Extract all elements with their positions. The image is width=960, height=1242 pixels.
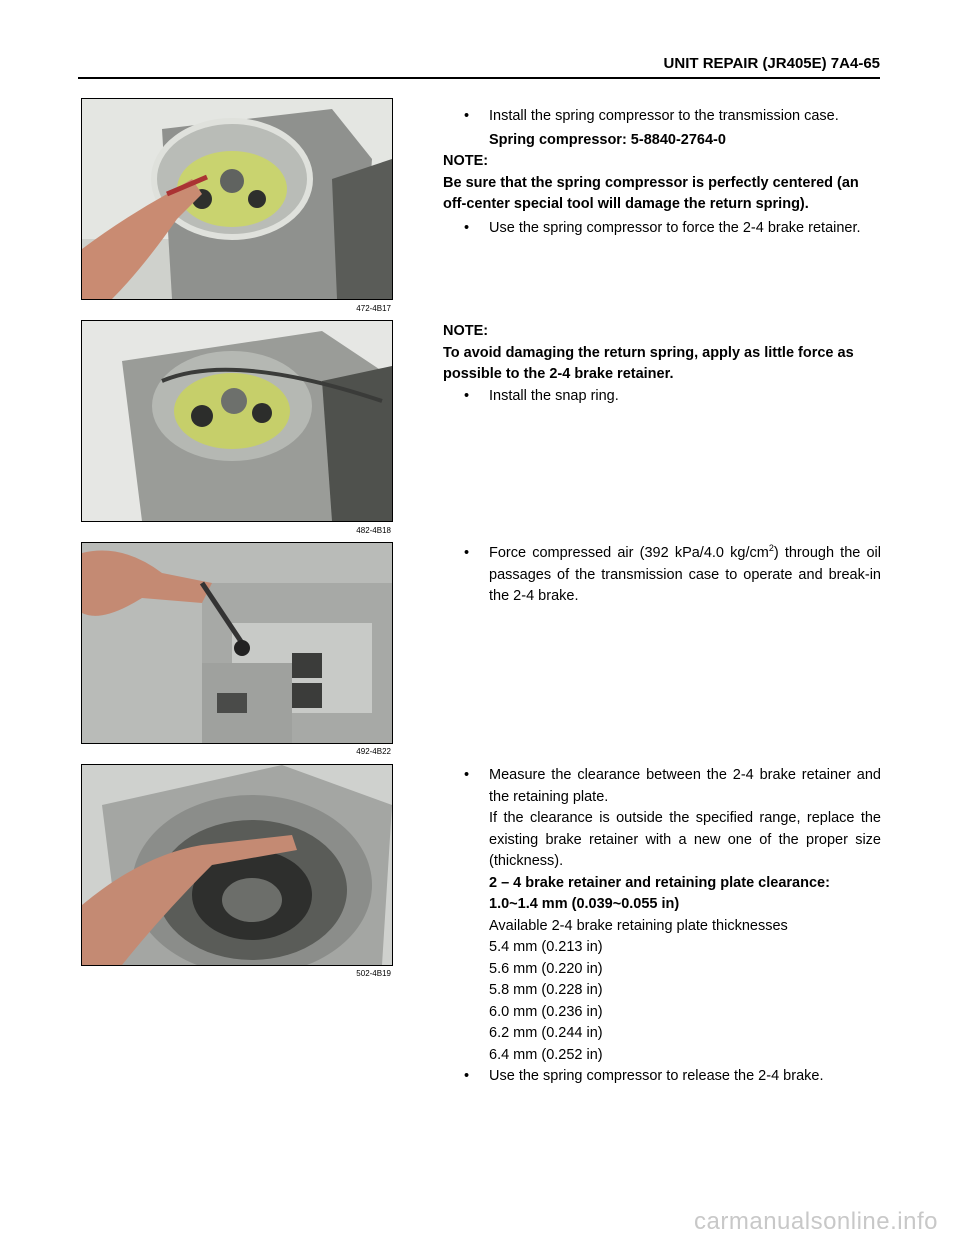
bullet-icon: • [464, 108, 470, 124]
thickness-item: 5.8 mm (0.228 in) [489, 982, 603, 998]
thickness-item: 6.4 mm (0.252 in) [489, 1046, 603, 1063]
note-heading: NOTE: [443, 153, 489, 169]
list-item [443, 218, 881, 240]
bullet-icon: • [464, 1068, 470, 1084]
instruction-text: Install the spring compressor to the transmission case. [489, 108, 839, 124]
photo-compressed-air [81, 542, 393, 744]
instruction-text: Use the spring compressor to release the 2-4 brake. [489, 1068, 824, 1084]
section-4-text [443, 765, 881, 1088]
instruction-text: Use the spring compressor to force the 2-4 brake retainer. [489, 219, 861, 236]
instruction-text-end: ) through the oil passages of the transmission case to operate and break-in the 2-4 brake. [489, 545, 881, 604]
thickness-item: 5.6 mm (0.220 in) [489, 960, 603, 977]
list-item [443, 106, 881, 128]
list-item [443, 386, 881, 408]
bullet-icon: • [464, 387, 470, 404]
photo-caption: 482-4B18 [356, 526, 391, 535]
photo-measure-clearance [81, 764, 393, 966]
photo-caption: 502-4B19 [356, 969, 391, 978]
note-text: Be sure that the spring compressor is perfectly centered (an off-center special tool will damage the return spring). [443, 174, 859, 212]
list-item [443, 765, 881, 808]
superscript: 2 [768, 543, 774, 554]
spec-label: 2 – 4 brake retainer and retaining plate clearance: [489, 874, 830, 891]
list-item [443, 543, 881, 608]
photo-spring-compressor-install [81, 98, 393, 300]
thickness-item: 5.4 mm (0.213 in) [489, 939, 603, 955]
photo-compressor-force-retainer [81, 320, 393, 522]
section-3-text [443, 543, 881, 608]
photo-caption: 472-4B17 [356, 304, 391, 313]
bullet-icon: • [464, 767, 470, 783]
instruction-text: Install the snap ring. [489, 387, 619, 404]
note-text: To avoid damaging the return spring, apply as little force as possible to the 2-4 brake retainer. [443, 344, 854, 382]
spec-value: 1.0~1.4 mm (0.039~0.055 in) [489, 896, 680, 912]
bullet-icon: • [464, 219, 470, 236]
instruction-text: Measure the clearance between the 2-4 brake retainer and the retaining plate. [489, 767, 881, 805]
thickness-item: 6.0 mm (0.236 in) [489, 1003, 603, 1020]
special-tool-label: Spring compressor: 5-8840-2764-0 [489, 131, 726, 148]
page-header [78, 55, 880, 79]
section-2-text [443, 321, 881, 407]
section-1-text [443, 106, 881, 239]
available-thickness-label: Available 2-4 brake retaining plate thicknesses [489, 917, 788, 934]
instruction-paragraph: If the clearance is outside the specified range, replace the existing brake retainer with a new one of the proper size (thickness). [489, 810, 881, 869]
thickness-item: 6.2 mm (0.244 in) [489, 1025, 603, 1041]
instruction-text-start: Force compressed air (392 kPa/4.0 kg/cm [489, 545, 769, 561]
bullet-icon: • [464, 545, 470, 561]
watermark: carmanualsonline.info [694, 1208, 938, 1235]
note-heading: NOTE: [443, 323, 489, 339]
list-item [443, 1066, 881, 1088]
page-title: UNIT REPAIR (JR405E) 7A4-65 [663, 55, 880, 72]
photo-caption: 492-4B22 [356, 747, 391, 756]
